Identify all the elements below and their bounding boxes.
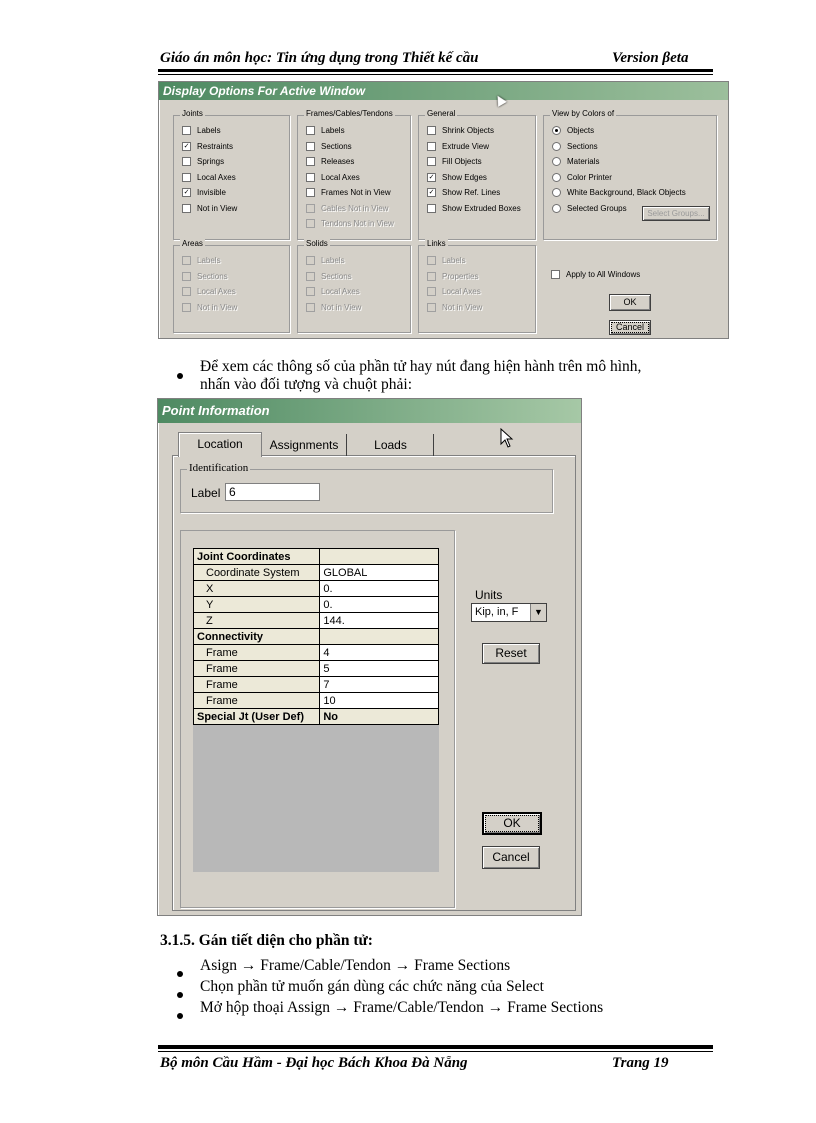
general-group-title: General xyxy=(427,109,456,118)
section-bullet-text: Chọn phần tử muốn gán dùng các chức năng của Select xyxy=(200,978,544,995)
apply-all-checkbox[interactable] xyxy=(551,270,640,279)
radio-icon xyxy=(552,126,561,135)
option-label: Show Extruded Boxes xyxy=(442,203,521,213)
option-label: Not in View xyxy=(321,302,362,312)
option-label: Labels xyxy=(197,126,221,135)
option-label: Not in View xyxy=(197,302,238,312)
grid-value-cell[interactable]: 4 xyxy=(320,645,439,661)
grid-key-cell: Z xyxy=(194,613,320,629)
checkbox-icon xyxy=(182,303,191,312)
grid-key-cell: X xyxy=(194,581,320,597)
grid-row xyxy=(194,661,439,677)
checkbox-icon xyxy=(182,173,191,182)
option-label: Sections xyxy=(321,141,352,151)
checkbox-icon xyxy=(427,256,436,265)
grid-row xyxy=(194,597,439,613)
option-label: Selected Groups xyxy=(567,203,627,213)
option-label: Materials xyxy=(567,157,600,166)
option-label: Labels xyxy=(197,256,221,265)
checkbox-icon xyxy=(182,157,191,166)
grid-value-cell[interactable]: 144. xyxy=(320,613,439,629)
option-checkbox[interactable] xyxy=(306,272,352,281)
option-checkbox[interactable] xyxy=(182,204,237,213)
page-header-version: Version βeta xyxy=(612,50,689,66)
checkbox-icon xyxy=(427,272,436,281)
checkbox-icon xyxy=(306,126,315,135)
bullet-point xyxy=(177,1006,183,1024)
tab-loads[interactable]: Loads xyxy=(348,434,434,456)
dropdown-arrow-icon[interactable]: ▼ xyxy=(530,604,546,621)
select-groups-button[interactable]: Select Groups... xyxy=(642,206,710,221)
radio-icon xyxy=(552,173,561,182)
option-checkbox[interactable] xyxy=(427,287,481,296)
option-checkbox[interactable] xyxy=(306,204,388,213)
apply-all-label: Apply to All Windows xyxy=(566,270,641,279)
units-select[interactable] xyxy=(471,603,547,622)
footer-rule-thin xyxy=(158,1051,713,1052)
option-checkbox[interactable] xyxy=(427,157,482,166)
grid-row xyxy=(194,709,439,725)
areas-group-title: Areas xyxy=(182,239,203,248)
option-label: Releases xyxy=(321,157,355,166)
links-group-title: Links xyxy=(427,239,446,248)
tab-location[interactable]: Location xyxy=(178,432,262,457)
option-label: Local Axes xyxy=(197,287,236,296)
grid-row xyxy=(194,677,439,693)
grid-key-cell: Frame xyxy=(194,677,320,693)
grid-value-cell[interactable]: 5 xyxy=(320,661,439,677)
grid-value-cell: No xyxy=(320,709,439,725)
section-bullet-text: Asign → Frame/Cable/Tendon → Frame Sections xyxy=(200,957,511,974)
grid-value-cell[interactable]: 7 xyxy=(320,677,439,693)
option-label: Show Edges xyxy=(442,172,487,182)
option-checkbox[interactable] xyxy=(306,188,391,197)
dialog-titlebar[interactable]: Point Information xyxy=(158,399,581,423)
option-label: Color Printer xyxy=(567,172,612,182)
checkbox-icon xyxy=(427,204,436,213)
option-checkbox[interactable] xyxy=(306,303,361,312)
section-heading: 3.1.5. Gán tiết diện cho phần tử: xyxy=(160,932,373,949)
view-colors-group-title: View by Colors of xyxy=(552,109,615,118)
option-checkbox[interactable] xyxy=(427,256,466,265)
grid-key-cell: Connectivity xyxy=(194,629,320,645)
units-value: Kip, in, F xyxy=(475,606,519,618)
display-options-dialog xyxy=(158,81,729,339)
option-label: Sections xyxy=(321,271,352,281)
tab-assignments[interactable]: Assignments xyxy=(262,434,347,456)
point-ok-button[interactable]: OK xyxy=(482,812,542,835)
checkbox-icon xyxy=(551,270,560,279)
joints-group xyxy=(173,109,290,240)
radio-icon xyxy=(552,157,561,166)
option-checkbox[interactable] xyxy=(182,188,226,197)
option-label: Labels xyxy=(321,126,345,135)
mouse-cursor-icon xyxy=(500,428,514,453)
grid-row xyxy=(194,645,439,661)
color-option-radio[interactable] xyxy=(552,126,594,135)
option-label: Local Axes xyxy=(321,287,360,296)
bullet-point xyxy=(177,366,183,384)
option-label: Labels xyxy=(321,256,345,265)
color-option-radio[interactable] xyxy=(552,157,599,166)
grid-key-cell: Coordinate System xyxy=(194,565,320,581)
grid-value-cell[interactable]: GLOBAL xyxy=(320,565,439,581)
option-checkbox[interactable] xyxy=(182,256,221,265)
option-checkbox[interactable] xyxy=(182,272,228,281)
option-label: Local Axes xyxy=(321,172,360,182)
option-label: Invisible xyxy=(197,188,226,197)
option-checkbox[interactable] xyxy=(306,173,360,182)
option-checkbox[interactable] xyxy=(306,256,345,265)
checkbox-icon xyxy=(182,287,191,296)
option-checkbox[interactable] xyxy=(182,142,233,151)
checkbox-icon xyxy=(306,173,315,182)
option-checkbox[interactable] xyxy=(306,142,352,151)
grid-key-cell: Frame xyxy=(194,645,320,661)
header-rule xyxy=(158,69,713,72)
point-cancel-button[interactable]: Cancel xyxy=(482,846,540,869)
point-info-grid xyxy=(193,548,439,725)
checkbox-icon: ✓ xyxy=(428,173,435,181)
grid-row xyxy=(194,581,439,597)
option-checkbox[interactable] xyxy=(182,157,224,166)
grid-key-cell: Y xyxy=(194,597,320,613)
color-option-radio[interactable] xyxy=(552,173,612,182)
option-label: Not in View xyxy=(197,203,238,213)
option-label: Local Axes xyxy=(197,172,236,182)
checkbox-icon xyxy=(306,219,315,228)
units-caption: Units xyxy=(475,588,503,602)
general-group xyxy=(418,109,536,240)
frames-group xyxy=(297,109,411,240)
display-cancel-button[interactable]: Cancel xyxy=(609,320,651,335)
color-option-radio[interactable] xyxy=(552,142,598,151)
identification-title: Identification xyxy=(189,462,249,474)
option-label: Cables Not in View xyxy=(321,203,389,213)
joints-group-title: Joints xyxy=(182,109,203,118)
option-checkbox[interactable] xyxy=(427,173,487,182)
grid-value-cell[interactable]: 0. xyxy=(320,597,439,613)
page-header-title: Giáo án môn học: Tin ứng dụng trong Thiết kế cầu xyxy=(160,50,479,66)
grid-row xyxy=(194,629,439,645)
section-bullet-text: Mở hộp thoại Assign → Frame/Cable/Tendon → Frame Sections xyxy=(200,999,604,1016)
frames-group-title: Frames/Cables/Tendons xyxy=(306,109,393,118)
view-colors-group xyxy=(543,109,717,240)
option-checkbox[interactable] xyxy=(427,204,521,213)
solids-group-title: Solids xyxy=(306,239,328,248)
checkbox-icon xyxy=(306,272,315,281)
option-label: Not in View xyxy=(442,302,483,312)
option-label: Show Ref. Lines xyxy=(442,188,501,197)
option-label: Extrude View xyxy=(442,141,489,151)
page-footer-number: Trang 19 xyxy=(612,1055,669,1071)
option-label: Properties xyxy=(442,271,479,281)
option-label: Labels xyxy=(442,256,466,265)
option-checkbox[interactable] xyxy=(427,142,489,151)
grid-row xyxy=(194,693,439,709)
option-checkbox[interactable] xyxy=(427,272,478,281)
grid-key-cell: Special Jt (User Def) xyxy=(194,709,320,725)
checkbox-icon xyxy=(427,287,436,296)
grid-row xyxy=(194,565,439,581)
checkbox-icon xyxy=(427,157,436,166)
option-checkbox[interactable] xyxy=(182,303,237,312)
grid-key-cell: Frame xyxy=(194,693,320,709)
checkbox-icon xyxy=(427,126,436,135)
grid-value-cell xyxy=(320,549,439,565)
radio-icon xyxy=(552,142,561,151)
option-label: Frames Not in View xyxy=(321,188,391,197)
option-label: Fill Objects xyxy=(442,157,482,166)
links-group xyxy=(418,239,536,333)
checkbox-icon xyxy=(306,204,315,213)
checkbox-icon xyxy=(427,142,436,151)
bullet-point xyxy=(177,964,183,982)
grid-value-cell[interactable]: 0. xyxy=(320,581,439,597)
checkbox-icon xyxy=(306,157,315,166)
dialog-titlebar[interactable]: Display Options For Active Window xyxy=(159,82,728,100)
checkbox-icon xyxy=(182,126,191,135)
bullet-text-line2: nhấn vào đối tượng và chuột phải: xyxy=(200,376,413,393)
checkbox-icon xyxy=(306,303,315,312)
option-checkbox[interactable] xyxy=(306,287,360,296)
footer-rule xyxy=(158,1045,713,1049)
option-label: White Background, Black Objects xyxy=(567,188,686,197)
label-caption: Label xyxy=(191,486,221,500)
grid-key-cell: Joint Coordinates xyxy=(194,549,320,565)
checkbox-icon: ✓ xyxy=(428,189,435,197)
option-checkbox[interactable] xyxy=(427,126,494,135)
option-checkbox[interactable] xyxy=(182,126,221,135)
header-rule-thin xyxy=(158,74,713,75)
bullet-point xyxy=(177,985,183,1003)
radio-icon xyxy=(552,204,561,213)
checkbox-icon xyxy=(182,272,191,281)
solids-group xyxy=(297,239,411,333)
option-checkbox[interactable] xyxy=(182,287,236,296)
option-checkbox[interactable] xyxy=(306,157,354,166)
grid-row xyxy=(194,549,439,565)
option-label: Sections xyxy=(567,141,598,151)
option-label: Shrink Objects xyxy=(442,126,495,135)
option-checkbox[interactable] xyxy=(182,173,236,182)
grid-row xyxy=(194,613,439,629)
checkbox-icon xyxy=(306,142,315,151)
display-ok-button[interactable]: OK xyxy=(609,294,651,311)
checkbox-icon xyxy=(182,256,191,265)
option-label: Local Axes xyxy=(442,287,481,296)
grid-value-cell xyxy=(320,629,439,645)
areas-group xyxy=(173,239,290,333)
option-label: Objects xyxy=(567,126,595,135)
grid-value-cell[interactable]: 10 xyxy=(320,693,439,709)
checkbox-icon xyxy=(427,303,436,312)
checkbox-icon: ✓ xyxy=(183,142,190,150)
label-input[interactable]: 6 xyxy=(225,483,320,501)
color-option-radio[interactable] xyxy=(552,188,686,197)
radio-icon xyxy=(552,188,561,197)
bullet-text-line1: Để xem các thông số của phần tử hay nút đang hiện hành trên mô hình, xyxy=(200,358,642,375)
color-option-radio[interactable] xyxy=(552,204,627,213)
reset-button[interactable]: Reset xyxy=(482,643,540,664)
option-label: Springs xyxy=(197,157,225,166)
checkbox-icon xyxy=(182,204,191,213)
checkbox-icon xyxy=(306,188,315,197)
option-checkbox[interactable] xyxy=(427,303,482,312)
checkbox-icon xyxy=(306,287,315,296)
checkbox-icon xyxy=(306,256,315,265)
option-label: Restraints xyxy=(197,141,234,151)
option-label: Tendons Not in View xyxy=(321,219,394,228)
grid-key-cell: Frame xyxy=(194,661,320,677)
option-checkbox[interactable] xyxy=(427,188,500,197)
checkbox-icon: ✓ xyxy=(183,189,190,197)
page-footer-dept: Bộ môn Cầu Hầm - Đại học Bách Khoa Đà Nẵng xyxy=(160,1055,468,1071)
option-checkbox[interactable] xyxy=(306,219,394,228)
option-label: Sections xyxy=(197,271,228,281)
option-checkbox[interactable] xyxy=(306,126,345,135)
